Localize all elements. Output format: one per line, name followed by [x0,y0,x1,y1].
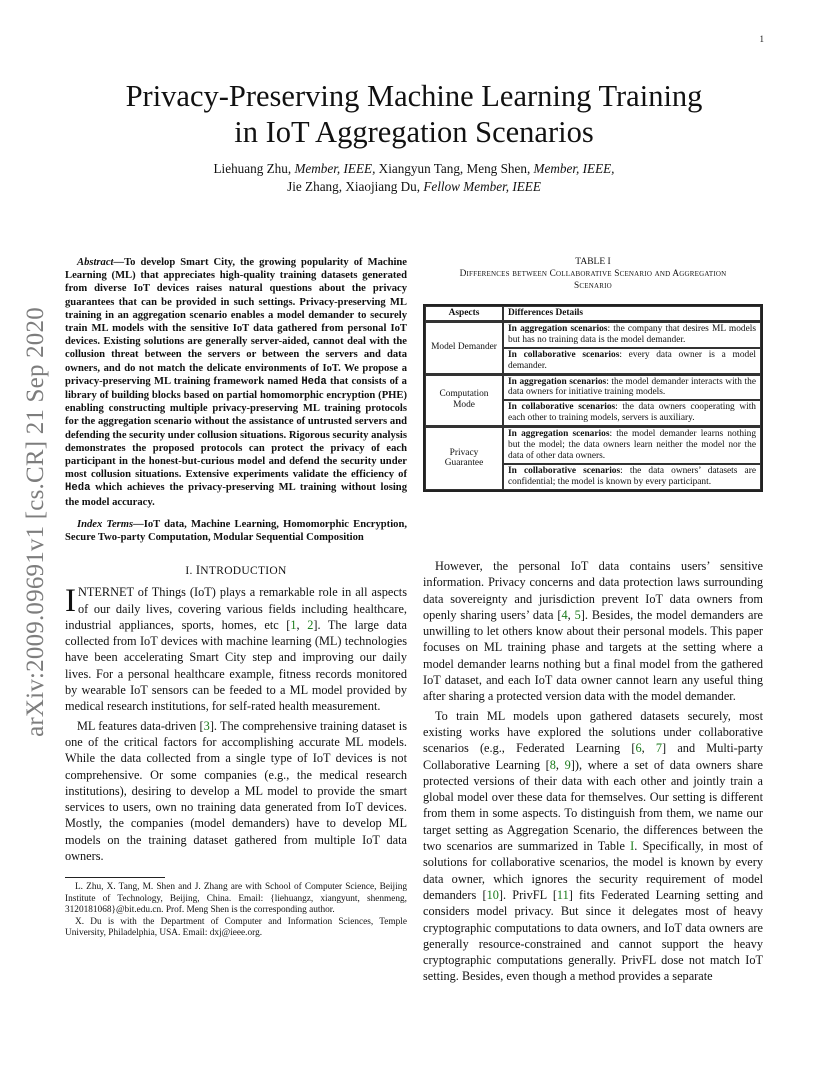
difference-cell [503,464,761,490]
page-number: 1 [759,34,764,44]
right-paragraph-1 [423,558,763,705]
right-column-text [423,558,763,985]
citation-link[interactable]: 5 [574,607,581,622]
difference-cell [503,374,761,401]
index-terms-label: Index Terms [77,518,134,530]
difference-lead: In aggregation scenarios [508,376,607,387]
paragraph-text: ]. The large data collected from IoT devices with machine learning (ML) technologies have been accelerating Smart City step and improving our daily lives. For a personal healthcare example, fitness records monitored by wearable IoT sensors can be feeded to a ML model provided by medical research institutions, for self-rated health measurement. [65,617,407,714]
footnote-affiliation-temple: X. Du is with the Department of Computer and Information Sciences, Temple University, Philadelphia, USA. Email: dxj@ieee.org. [65,916,407,939]
difference-lead: In collaborative scenarios [508,349,620,360]
author-role: Member, IEEE, [533,161,615,176]
abstract-text: that consists of a library of building blocks based on partial homomorphic encryption (PHE) enabling constructing multiple privacy-preserving ML training protocols for the aggregation scenario without the assistance of untrusted servers and defending the security under collusion situations. Rigorous security analysis demonstrates the proposed protocols can protect the privacy of each participant in the honest-but-curious model and defend the security under most collusion situations. Extensive experiments validate the efficiency of [65,375,407,481]
aspect-cell: Model Demander [425,322,503,374]
difference-cell [503,348,761,374]
left-column [65,256,407,940]
table-caption [423,256,763,292]
citation-separator: , [555,757,565,772]
table-header-row [425,306,761,322]
footnote-rule [65,877,165,878]
citation-link[interactable]: 4 [561,607,568,622]
table-caption-line-2: Scenario [574,281,612,291]
author-names: Xiangyun Tang, Meng Shen, [375,161,534,176]
difference-text: : every data owner is a model demander. [508,349,756,371]
table-reference-link[interactable]: I [630,839,635,854]
paragraph-text: ] fits Federated Learning setting and considers model privacy. But since it delegates most of heavy cryptographic computations to data owners, and IoT data owners are generally resource-constrained and cannot support the heavy cryptographic computations generally. PrivFL dose not match IoT setting. Besides, even though a method provides a separate [423,887,763,984]
difference-text: : the data owners’ datasets are confidential; the model is known by every participant. [508,465,756,487]
difference-cell [503,426,761,464]
footnote-affiliation-bit: L. Zhu, X. Tang, M. Shen and J. Zhang are with School of Computer Science, Beijing Institute of Technology, Beijing, China. Email: {liehuangz, xiangyunt, shenmeng, 3120181068}@bit.edu.cn. Prof. Meng Shen is the corresponding author. [65,882,407,916]
paragraph-text: ]. PrivFL [ [498,887,557,902]
table-caption-line-1: Differences between Collaborative Scenario and Aggregation [459,269,727,279]
citation-separator: , [641,741,656,756]
paragraph-text: ML features data-driven [ [77,718,204,733]
difference-lead: In aggregation scenarios [508,429,610,440]
table-row [425,426,761,464]
table-label: TABLE I [575,257,611,267]
aspect-cell: Computation Mode [425,374,503,427]
index-terms-text: —IoT data, Machine Learning, Homomorphic Encryption, Secure Two-party Computation, Modular Sequential Composition [65,518,407,544]
index-terms [65,518,407,544]
difference-lead: In collaborative scenarios [508,402,616,413]
citation-link[interactable]: 8 [549,757,556,772]
intro-paragraph-2 [65,718,407,865]
difference-text: : the company that desires ML models but has no training data is the model demander. [508,323,756,345]
author-names: Liehuang Zhu, [213,161,295,176]
heda-name: Heda [65,482,91,495]
paragraph-text: . Specifically, in most of solutions for collaborative scenarios, the model is known by every data owner, which ignores the security requirement of model demanders [ [423,839,763,902]
differences-table [423,304,763,492]
citation-link[interactable]: 2 [307,617,314,632]
arxiv-identifier-sidebar [11,287,61,757]
author-names: Jie Zhang, Xiaojiang Du, [287,179,424,194]
difference-cell [503,400,761,426]
abstract-text: which achieves the privacy-preserving ML training without losing the model accuracy. [65,482,407,508]
section-initial: I [195,563,201,578]
citation-separator: , [567,607,575,622]
header-differences: Differences Details [503,306,761,322]
paragraph-text: ]. The comprehensive training dataset is one of the critical factors for accomplishing accurate ML models. While the data collected from a single type of IoT devices is not comprehensive. Or some companies (e.g., the medical research institutions), desiring to develop a ML model to provide the smart services to users, own no training data generated from IoT devices. Mostly, the companies (model demanders) have to develop ML models on the training dataset gathered from multiple IoT data owners. [65,718,407,864]
table-row [425,322,761,348]
paragraph-text: However, the personal IoT data contains users’ sensitive information. Privacy concerns and data protection laws surrounding data sovereignty and jurisdiction prevent IoT data owners from openly sharing users’ data [ [423,559,763,622]
paragraph-text: To train ML models upon gathered datasets securely, most existing works have explored the solutions under collaborative scenarios (e.g., Federated Learning [ [423,708,763,756]
abstract-text: —To develop Smart City, the growing popularity of Machine Learning (ML) that appreciates high-quality training datasets generated from diverse IoT devices raises natural questions about the privacy guarantees that can be provided in such settings. Privacy-preserving ML training in an aggregation scenario enables a model demander to securely train ML models with the sensitive IoT data gathered from personal IoT devices. Existing solutions are generally server-aided, cannot deal with the collusion threat between the servers or between the servers and data owners, and do not match the delicate environments of IoT. We propose a privacy-preserving ML training framework named [65,257,407,387]
intro-paragraph-1 [65,584,407,714]
difference-lead: In collaborative scenarios [508,465,621,476]
abstract [65,256,407,509]
title-line-2: in IoT Aggregation Scenarios [234,115,594,149]
paragraph-text: ] and Multi-party Collaborative Learning [ [423,741,763,772]
paragraph-text: NTERNET of Things (IoT) plays a remarkable role in all aspects of our daily lives, covering various fields including healthcare, industrial appliances, sports, homes, etc [ [65,585,407,632]
title-line-1: Privacy-Preserving Machine Learning Training [125,79,703,113]
difference-cell [503,322,761,348]
footnotes [65,882,407,940]
arxiv-identifier: arXiv:2009.09691v1 [cs.CR] 21 Sep 2020 [22,307,50,737]
citation-link[interactable]: 3 [203,718,210,733]
author-list [70,160,758,196]
author-role: Member, IEEE, [294,161,376,176]
citation-link[interactable]: 1 [290,617,297,632]
difference-text: : the model demander interacts with the data owners for initiative training models. [508,376,757,398]
citation-link[interactable]: 6 [635,741,642,756]
citation-link[interactable]: 10 [486,887,499,902]
section-rest: NTRODUCTION [200,565,287,578]
aspect-cell: Privacy Guarantee [425,426,503,490]
section-heading-introduction [65,563,407,578]
author-line-1 [70,160,758,178]
citation-link[interactable]: 11 [556,887,569,902]
paragraph-text: ]), where a set of data owners share protected versions of their data with each other and jointly train a global model over these data for themselves. Our setting is different from them in some aspects. To distinguish from them, we name our target setting as Aggregation Scenario, the differences between the two scenarios are summarized in Table [423,757,763,854]
author-line-2 [70,178,758,196]
right-paragraph-2 [423,708,763,985]
difference-lead: In aggregation scenarios [508,323,608,334]
citation-separator: , [296,617,308,632]
difference-text: : the model demander learns nothing but the model; the data owners learn neither the model nor the data of other data owners. [508,429,757,461]
citation-link[interactable]: 9 [564,757,571,772]
drop-cap: I [65,583,76,620]
citation-link[interactable]: 7 [655,741,663,756]
section-numeral: I. [185,565,196,578]
paper-title [70,78,758,150]
introduction-text [65,584,407,864]
difference-text: : the data owners cooperating with each other to training models, servers is auxiliary. [508,402,756,424]
paragraph-text: ]. Besides, the model demanders are unwilling to let others know about their personal models. This paper focuses on ML training phase and targets at the setting where a model demander learns nothing but a final model from the gathered IoT dataset, and each IoT data owner cannot learn any useful thing after sharing a protected version data with the model demander. [423,607,763,704]
header-aspects: Aspects [425,306,503,322]
table-row [425,374,761,401]
abstract-label: Abstract [77,257,114,268]
author-role: Fellow Member, IEEE [423,179,541,194]
heda-name: Heda [301,375,327,388]
